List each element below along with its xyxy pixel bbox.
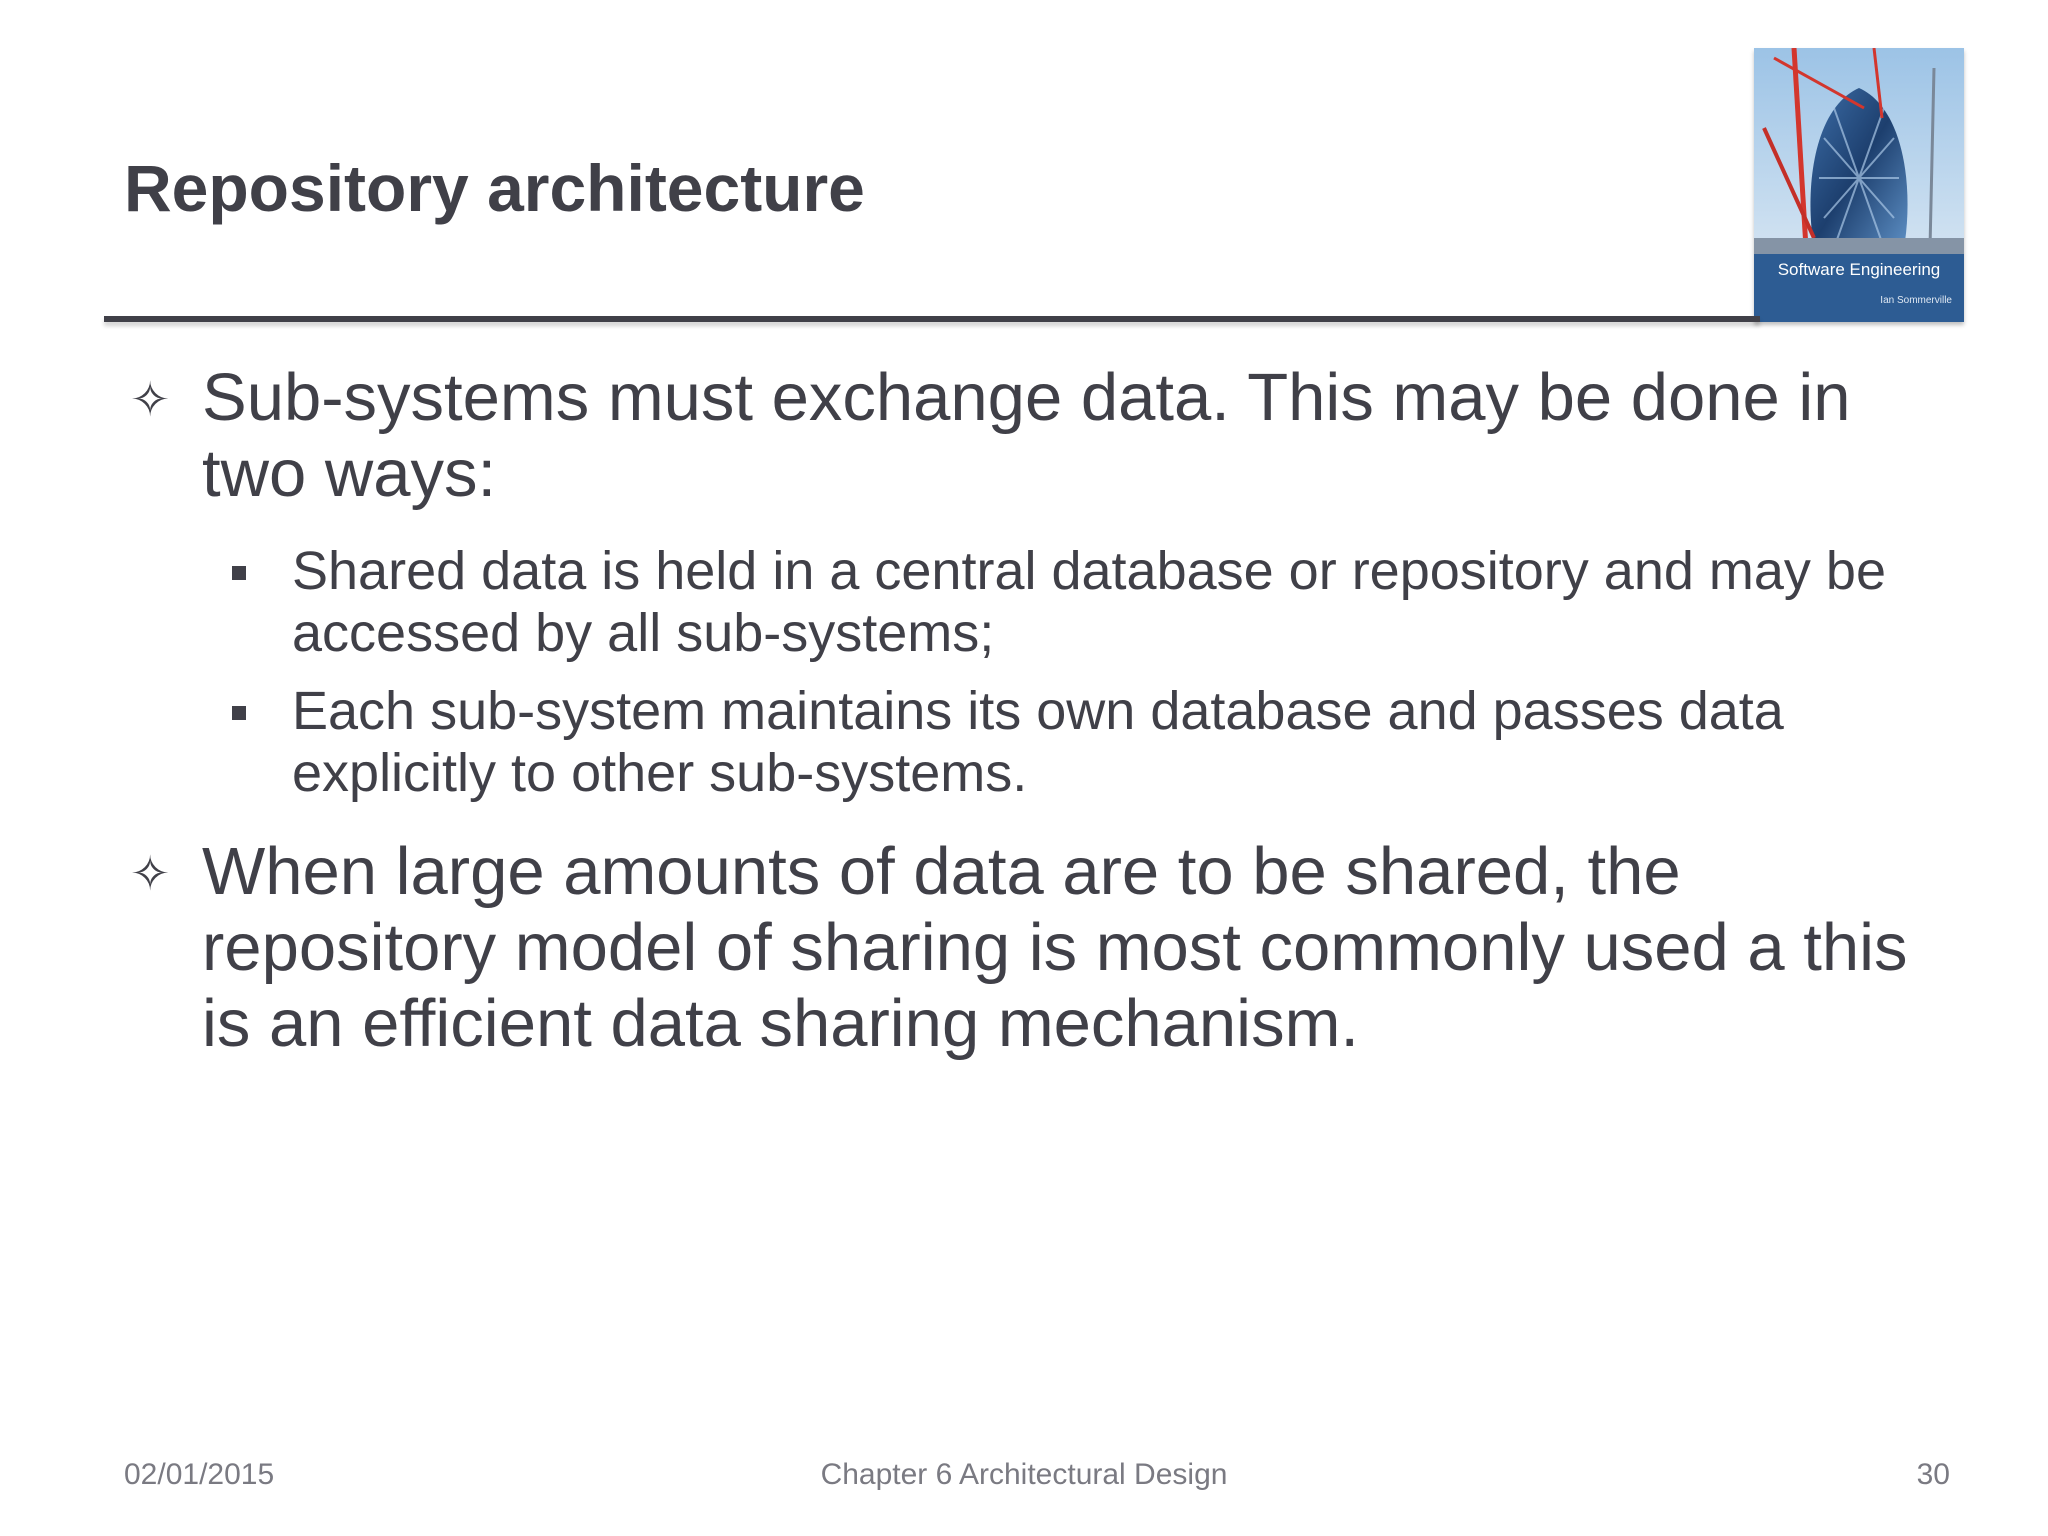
sub-bullet-list xyxy=(124,540,1924,804)
square-bullet-icon xyxy=(232,706,246,720)
slide-body xyxy=(124,360,1924,1074)
four-point-star-icon: ✧ xyxy=(130,372,171,428)
sub-bullet-item xyxy=(124,680,1924,804)
sub-bullet-text: Each sub-system maintains its own database and passes data explicitly to other sub-systems. xyxy=(292,681,1784,803)
square-bullet-icon xyxy=(232,566,246,580)
four-point-star-icon: ✧ xyxy=(130,846,171,902)
slide-title: Repository architecture xyxy=(124,151,865,225)
footer-chapter: Chapter 6 Architectural Design xyxy=(820,1458,1228,1491)
footer-date: 02/01/2015 xyxy=(124,1458,275,1491)
bullet-text: Sub-systems must exchange data. This may be done in two ways: xyxy=(202,360,1851,511)
book-cover-illustration xyxy=(1754,48,1964,322)
footer-page-number: 30 xyxy=(1916,1458,1950,1491)
bullet-text: When large amounts of data are to be shared, the repository model of sharing is most commonly used a this is an efficient data sharing mechanism. xyxy=(202,834,1908,1061)
book-cover-author: Ian Sommerville xyxy=(1880,295,1952,306)
book-cover-image xyxy=(1754,48,1964,322)
title-divider xyxy=(104,316,1760,322)
sub-bullet-item xyxy=(124,540,1924,664)
bullet-item xyxy=(124,360,1924,512)
bullet-item xyxy=(124,834,1924,1062)
book-cover-title: Software Engineering xyxy=(1777,260,1941,279)
sub-bullet-text: Shared data is held in a central database or repository and may be accessed by all sub-systems; xyxy=(292,541,1886,663)
